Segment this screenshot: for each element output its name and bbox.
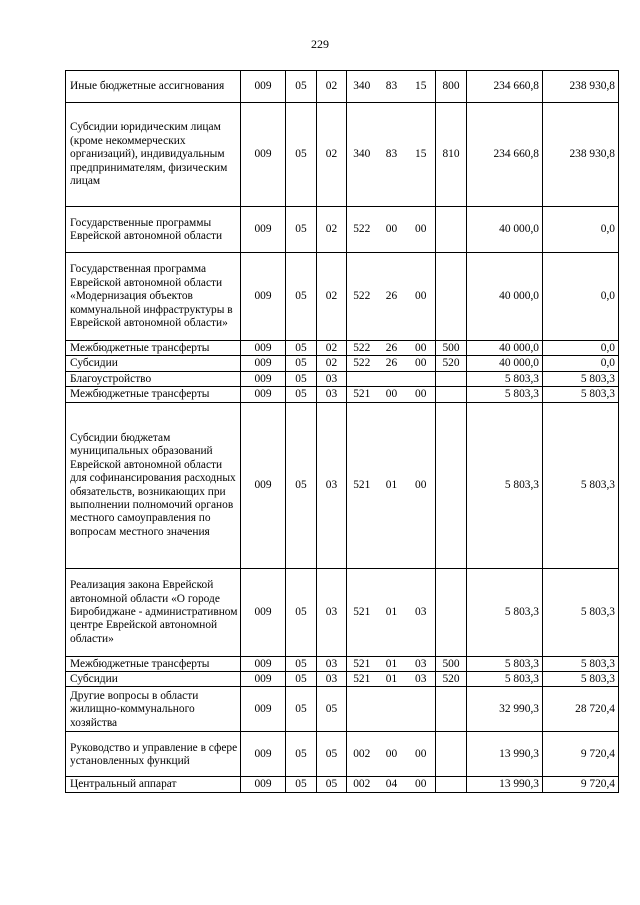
row-name: Благоустройство [66,371,241,386]
program-code: 521 [347,672,377,687]
item-code: 00 [407,356,436,371]
ministry-code: 009 [241,656,286,671]
expense-type-code [436,371,467,386]
subprogram-code: 01 [377,402,407,568]
amount-2: 5 803,3 [543,387,619,402]
table-row [66,253,619,341]
subsection-code: 03 [317,568,347,656]
item-code: 00 [407,253,436,341]
table-row [66,356,619,371]
row-name: Руководство и управление в сфере установленных функций [66,732,241,777]
program-code: 521 [347,387,377,402]
ministry-code: 009 [241,732,286,777]
program-code: 522 [347,341,377,356]
ministry-code: 009 [241,568,286,656]
item-code: 15 [407,71,436,103]
item-code: 00 [407,341,436,356]
amount-2: 9 720,4 [543,732,619,777]
section-code: 05 [286,341,317,356]
table-row [66,777,619,792]
program-code: 340 [347,71,377,103]
expense-type-code: 520 [436,672,467,687]
ministry-code: 009 [241,687,286,732]
subprogram-code: 00 [377,732,407,777]
amount-2: 5 803,3 [543,672,619,687]
table-row [66,387,619,402]
subprogram-code: 04 [377,777,407,792]
section-code: 05 [286,207,317,253]
row-name: Центральный аппарат [66,777,241,792]
item-code [407,371,436,386]
item-code: 03 [407,656,436,671]
amount-2: 5 803,3 [543,402,619,568]
section-code: 05 [286,687,317,732]
subprogram-code: 01 [377,568,407,656]
ministry-code: 009 [241,371,286,386]
item-code [407,687,436,732]
expense-type-code [436,402,467,568]
expense-type-code: 500 [436,656,467,671]
budget-table [65,70,619,793]
program-code: 522 [347,253,377,341]
subsection-code: 03 [317,672,347,687]
expense-type-code [436,568,467,656]
subprogram-code: 01 [377,672,407,687]
item-code: 03 [407,568,436,656]
subprogram-code: 01 [377,656,407,671]
section-code: 05 [286,103,317,207]
section-code: 05 [286,672,317,687]
table-row [66,371,619,386]
program-code: 522 [347,207,377,253]
item-code: 00 [407,732,436,777]
program-code [347,371,377,386]
amount-1: 5 803,3 [467,656,543,671]
amount-2: 0,0 [543,341,619,356]
ministry-code: 009 [241,103,286,207]
table-row [66,71,619,103]
section-code: 05 [286,568,317,656]
subprogram-code [377,687,407,732]
program-code: 002 [347,777,377,792]
item-code: 00 [407,402,436,568]
ministry-code: 009 [241,207,286,253]
row-name: Межбюджетные трансферты [66,387,241,402]
program-code [347,687,377,732]
item-code: 00 [407,207,436,253]
table-row [66,656,619,671]
subprogram-code: 00 [377,387,407,402]
section-code: 05 [286,387,317,402]
page-number: 229 [311,37,329,51]
subsection-code: 02 [317,103,347,207]
amount-1: 5 803,3 [467,371,543,386]
amount-1: 40 000,0 [467,253,543,341]
program-code: 521 [347,656,377,671]
subsection-code: 02 [317,341,347,356]
subprogram-code [377,371,407,386]
section-code: 05 [286,253,317,341]
amount-1: 5 803,3 [467,402,543,568]
program-code: 521 [347,402,377,568]
amount-2: 0,0 [543,207,619,253]
table-row [66,687,619,732]
subsection-code: 05 [317,687,347,732]
expense-type-code [436,207,467,253]
table-row [66,732,619,777]
program-code: 522 [347,356,377,371]
amount-1: 234 660,8 [467,71,543,103]
ministry-code: 009 [241,253,286,341]
row-name: Субсидии юридическим лицам (кроме некоммерческих организаций), индивидуальным предпринимателям, физическим лицам [66,103,241,207]
row-name: Межбюджетные трансферты [66,656,241,671]
ministry-code: 009 [241,402,286,568]
subprogram-code: 26 [377,356,407,371]
amount-1: 40 000,0 [467,207,543,253]
program-code: 340 [347,103,377,207]
amount-2: 5 803,3 [543,656,619,671]
table-row [66,402,619,568]
table-row [66,672,619,687]
amount-1: 5 803,3 [467,568,543,656]
expense-type-code: 520 [436,356,467,371]
expense-type-code: 810 [436,103,467,207]
program-code: 521 [347,568,377,656]
expense-type-code: 800 [436,71,467,103]
amount-2: 238 930,8 [543,103,619,207]
subprogram-code: 83 [377,103,407,207]
subsection-code: 02 [317,207,347,253]
table-row [66,341,619,356]
amount-2: 28 720,4 [543,687,619,732]
amount-2: 0,0 [543,253,619,341]
amount-2: 0,0 [543,356,619,371]
subsection-code: 03 [317,371,347,386]
amount-2: 5 803,3 [543,371,619,386]
subsection-code: 03 [317,656,347,671]
amount-2: 9 720,4 [543,777,619,792]
subprogram-code: 26 [377,253,407,341]
expense-type-code [436,687,467,732]
ministry-code: 009 [241,777,286,792]
item-code: 00 [407,777,436,792]
row-name: Межбюджетные трансферты [66,341,241,356]
amount-1: 5 803,3 [467,387,543,402]
section-code: 05 [286,732,317,777]
table-row [66,568,619,656]
row-name: Государственные программы Еврейской автономной области [66,207,241,253]
amount-2: 5 803,3 [543,568,619,656]
ministry-code: 009 [241,341,286,356]
table-row [66,103,619,207]
item-code: 15 [407,103,436,207]
amount-1: 32 990,3 [467,687,543,732]
row-name: Реализация закона Еврейской автономной области «О городе Биробиджане - административном центре Еврейской автономной области» [66,568,241,656]
amount-2: 238 930,8 [543,71,619,103]
subsection-code: 02 [317,356,347,371]
amount-1: 13 990,3 [467,777,543,792]
program-code: 002 [347,732,377,777]
section-code: 05 [286,402,317,568]
row-name: Субсидии [66,672,241,687]
section-code: 05 [286,656,317,671]
subprogram-code: 00 [377,207,407,253]
subsection-code: 05 [317,732,347,777]
expense-type-code: 500 [436,341,467,356]
expense-type-code [436,777,467,792]
subsection-code: 02 [317,253,347,341]
row-name: Субсидии [66,356,241,371]
subprogram-code: 83 [377,71,407,103]
amount-1: 40 000,0 [467,341,543,356]
ministry-code: 009 [241,672,286,687]
section-code: 05 [286,371,317,386]
expense-type-code [436,732,467,777]
subsection-code: 03 [317,402,347,568]
amount-1: 234 660,8 [467,103,543,207]
table-row [66,207,619,253]
subsection-code: 05 [317,777,347,792]
amount-1: 5 803,3 [467,672,543,687]
amount-1: 40 000,0 [467,356,543,371]
section-code: 05 [286,71,317,103]
item-code: 03 [407,672,436,687]
ministry-code: 009 [241,387,286,402]
expense-type-code [436,253,467,341]
amount-1: 13 990,3 [467,732,543,777]
row-name: Иные бюджетные ассигнования [66,71,241,103]
section-code: 05 [286,356,317,371]
row-name: Другие вопросы в области жилищно-коммунального хозяйства [66,687,241,732]
subprogram-code: 26 [377,341,407,356]
row-name: Субсидии бюджетам муниципальных образований Еврейской автономной области для софинансирования расходных обязательств, возникающих при выполнении полномочий органов местного самоуправления по вопросам местного значения [66,402,241,568]
expense-type-code [436,387,467,402]
row-name: Государственная программа Еврейской автономной области «Модернизация объектов коммунальной инфраструктуры в Еврейской автономной области» [66,253,241,341]
item-code: 00 [407,387,436,402]
subsection-code: 02 [317,71,347,103]
ministry-code: 009 [241,71,286,103]
subsection-code: 03 [317,387,347,402]
section-code: 05 [286,777,317,792]
ministry-code: 009 [241,356,286,371]
